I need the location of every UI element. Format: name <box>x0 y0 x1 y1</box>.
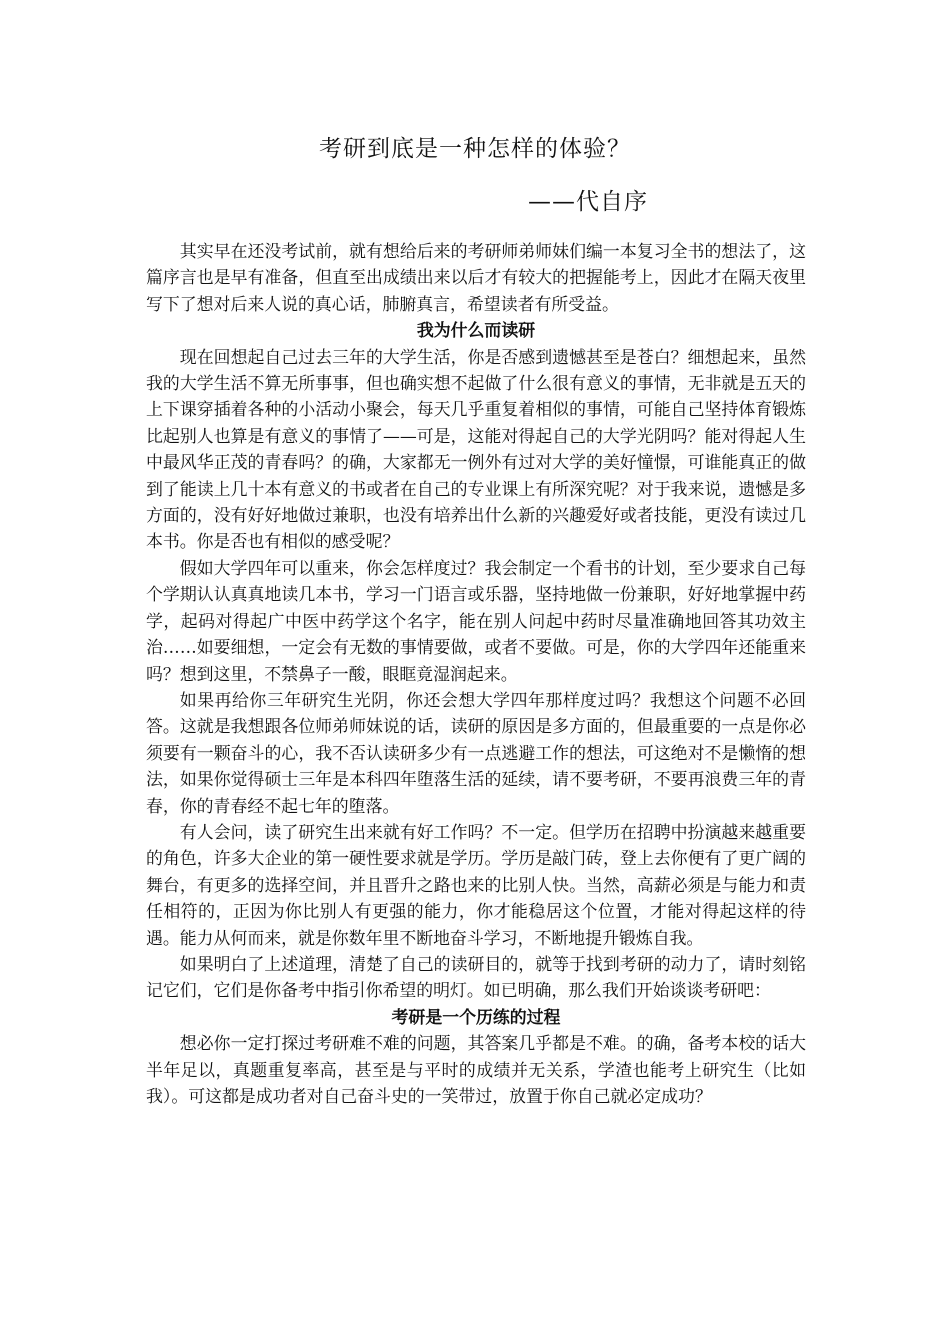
section-heading-why-graduate: 我为什么而读研 <box>416 320 536 341</box>
body-paragraph: 如果再给你三年研究生光阴，你还会想大学四年那样度过吗？我想这个问题不必回答。这就是我想跟各位师弟师妹说的话，读研的原因是多方面的，但最重要的一点是你必须要有一颗奋斗的心，我不否认读研多少有一点逃避工作的想法，可这绝对不是懒惰的想法，如果你觉得硕士三年是本科四年堕落生活的延续，请不要考研，不要再浪费三年的青春，你的青春经不起七年的堕落。 <box>146 689 806 816</box>
document-title: 考研到底是一种怎样的体验？ <box>319 136 631 162</box>
section-heading-process: 考研是一个历练的过程 <box>391 1006 561 1027</box>
body-paragraph: 假如大学四年可以重来，你会怎样度过？我会制定一个看书的计划，至少要求自己每个学期认认真真地读几本书，学习一门语言或乐器，坚持地做一份兼职，好好地掌握中药学，起码对得起广中医中药学这个名字，能在别人问起中药时尽量准确地回答其功效主治……如要细想，一定会有无数的事情要做，或者不要做。可是，你的大学四年还能重来吗？想到这里，不禁鼻子一酸，眼眶竟湿润起来。 <box>146 557 806 684</box>
body-paragraph: 现在回想起自己过去三年的大学生活，你是否感到遗憾甚至是苍白？细想起来，虽然我的大学生活不算无所事事，但也确实想不起做了什么很有意义的事情，无非就是五天的上下课穿插着各种的小活动小聚会，每天几乎重复着相似的事情，可能自己坚持体育锻炼比起别人也算是有意义的事情了——可是，这能对得起自己的大学光阴吗？能对得起人生中最风华正茂的青春吗？的确，大家都无一例外有过对大学的美好憧憬，可谁能真正的做到了能读上几十本有意义的书或者在自己的专业课上有所深究呢？对于我来说，遗憾是多方面的，没有好好地做过兼职，也没有培养出什么新的兴趣爱好或者技能，更没有读过几本书。你是否也有相似的感受呢？ <box>146 346 806 552</box>
body-paragraph: 有人会问，读了研究生出来就有好工作吗？不一定。但学历在招聘中扮演越来越重要的角色，许多大企业的第一硬性要求就是学历。学历是敲门砖，登上去你便有了更广阔的舞台，有更多的选择空间，并且晋升之路也来的比别人快。当然，高薪必须是与能力和责任相符的，正因为你比别人有更强的能力，你才能稳居这个位置，才能对得起这样的待遇。能力从何而来，就是你数年里不断地奋斗学习，不断地提升锻炼自我。 <box>146 821 806 948</box>
body-paragraph: 如果明白了上述道理，清楚了自己的读研目的，就等于找到考研的动力了，请时刻铭记它们，它们是你备考中指引你希望的明灯。如已明确，那么我们开始谈谈考研吧： <box>146 953 806 1001</box>
document-subtitle: ——代自序 <box>528 189 648 215</box>
intro-paragraph: 其实早在还没考试前，就有想给后来的考研师弟师妹们编一本复习全书的想法了，这篇序言也是早有准备，但直至出成绩出来以后才有较大的把握能考上，因此才在隔天夜里写下了想对后来人说的真心话，肺腑真言，希望读者有所受益。 <box>146 241 806 314</box>
body-paragraph: 想必你一定打探过考研难不难的问题，其答案几乎都是不难。的确，备考本校的话大半年足以，真题重复率高，甚至是与平时的成绩并无关系，学渣也能考上研究生（比如我）。可这都是成功者对自己奋斗史的一笑带过，放置于你自己就必定成功？ <box>146 1033 806 1106</box>
document-body <box>146 238 806 1109</box>
